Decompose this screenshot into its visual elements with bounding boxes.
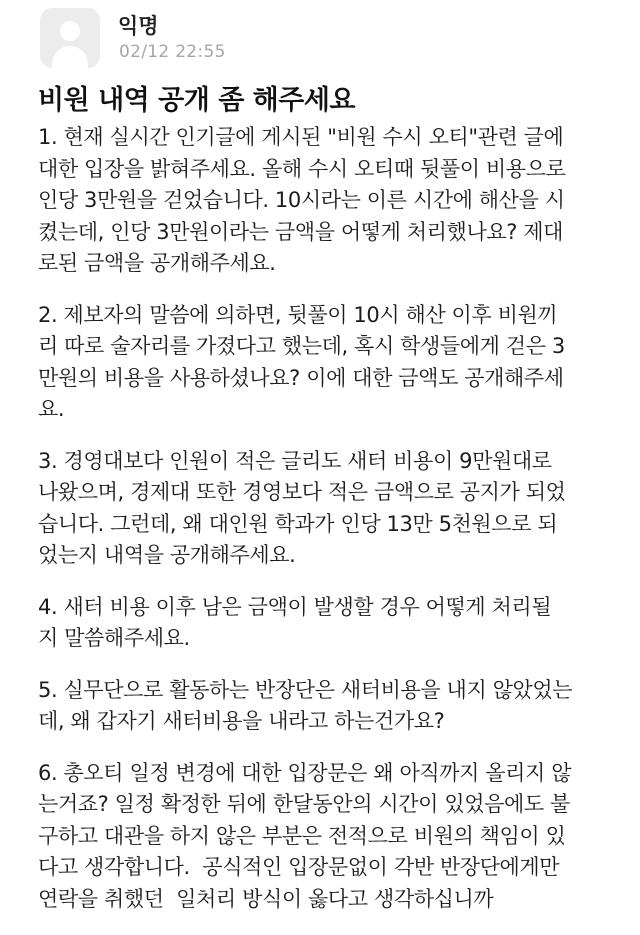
- paragraph-line: 데, 왜 갑자기 새터비용을 내라고 하는건가요?: [38, 709, 445, 733]
- paragraph-line: 인당 3만원을 걷었습니다. 10시라는 이른 시간에 해산을 시: [38, 188, 565, 212]
- paragraph-line: 었는지 내역을 공개해주세요.: [38, 543, 296, 567]
- avatar-body-shape: [52, 46, 88, 68]
- paragraph-line: 5. 실무단으로 활동하는 반장단은 새터비용을 내지 않았었는: [38, 677, 573, 702]
- post-title: 비원 내역 공개 좀 해주세요: [38, 85, 356, 116]
- paragraph-line: 6. 총오티 일정 변경에 대한 입장문은 왜 아직까지 올리지 않: [38, 760, 572, 785]
- paragraph-line: 4. 새터 비용 이후 남은 금액이 발생할 경우 어떻게 처리될: [38, 594, 552, 619]
- paragraph-line: 나왔으며, 경제대 또한 경영보다 적은 금액으로 공지가 되었: [38, 480, 566, 504]
- paragraph-line: 켰는데, 인당 3만원이라는 금액을 어떻게 처리했나요? 제대: [38, 219, 564, 244]
- paragraph-line: 만원의 비용을 사용하셨나요? 이에 대한 금액도 공개해주세: [38, 365, 564, 390]
- paragraph-line: 로된 금액을 공개해주세요.: [38, 251, 276, 275]
- paragraph-line: 1. 현재 실시간 인기글에 게시된 "비원 수시 오티"관련 글에: [38, 125, 564, 149]
- author-name[interactable]: 익명: [118, 14, 159, 38]
- paragraph-line: 연락을 취했던 일처리 방식이 옳다고 생각하십니까: [38, 886, 494, 911]
- post-paragraph: [38, 122, 608, 280]
- paragraph-line: 다고 생각합니다. 공식적인 입장문없이 각반 반장단에게만: [38, 855, 560, 879]
- post-paragraph: [38, 675, 608, 738]
- paragraph-line: 구하고 대관을 하지 않은 부분은 전적으로 비원의 책임이 있: [38, 823, 566, 848]
- post-header: [40, 8, 600, 66]
- avatar: [40, 8, 100, 68]
- post-paragraph: [38, 758, 608, 916]
- paragraph-line: 습니다. 그런데, 왜 대인원 학과가 인당 13만 5천원으로 되: [38, 511, 558, 536]
- post-date: 02/12 22:55: [119, 42, 226, 62]
- avatar-head-shape: [60, 21, 80, 41]
- post-paragraph: [38, 300, 608, 426]
- paragraph-line: 요.: [38, 397, 65, 421]
- paragraph-line: 는거죠? 일정 확정한 뒤에 한달동안의 시간이 있었음에도 불: [38, 792, 570, 816]
- post-body: [38, 122, 608, 935]
- paragraph-line: 3. 경영대보다 인원이 적은 글리도 새터 비용이 9만원대로: [38, 448, 552, 473]
- post-paragraph: [38, 592, 608, 655]
- post-paragraph: [38, 446, 608, 572]
- paragraph-line: 대한 입장을 밝혀주세요. 올해 수시 오티때 뒷풀이 비용으로: [38, 156, 566, 181]
- paragraph-line: 리 따로 술자리를 가졌다고 했는데, 혹시 학생들에게 걷은 3: [38, 334, 565, 358]
- paragraph-line: 2. 제보자의 말씀에 의하면, 뒷풀이 10시 해산 이후 비원끼: [38, 302, 558, 327]
- paragraph-line: 지 말씀해주세요.: [38, 626, 190, 650]
